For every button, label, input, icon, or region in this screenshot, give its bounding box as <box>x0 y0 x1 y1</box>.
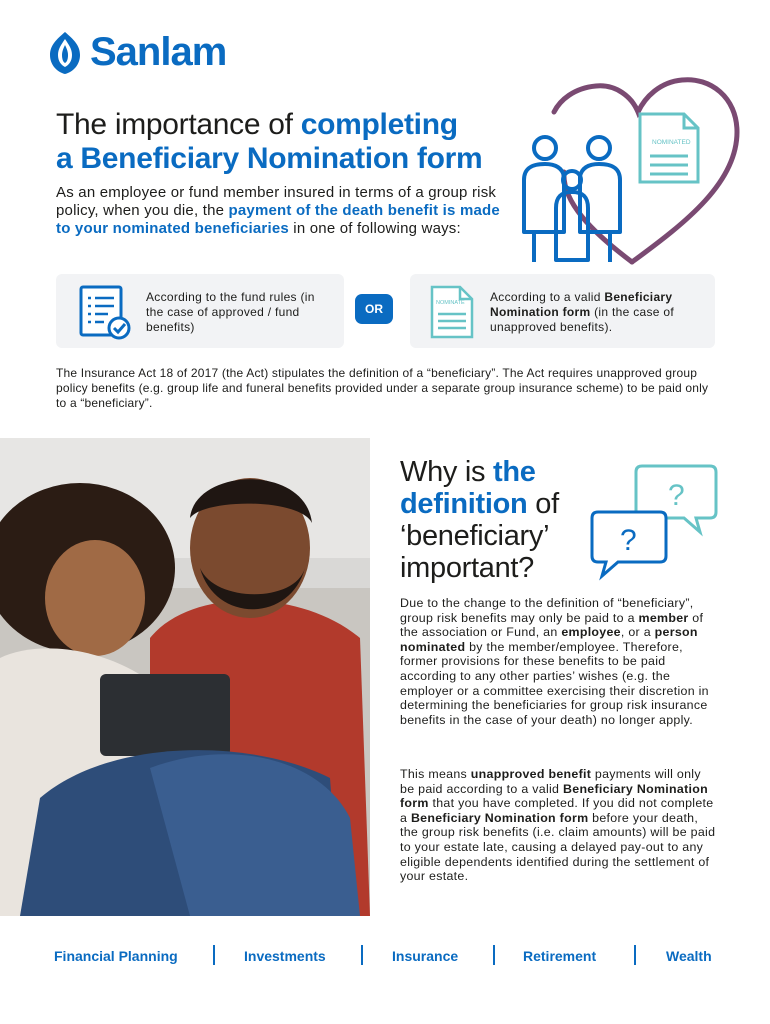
couple-with-tablet-photo <box>0 438 370 916</box>
footer-nav <box>0 948 770 978</box>
logo-wordmark: Sanlam <box>90 30 227 74</box>
question-speech-bubbles-icon <box>590 460 718 582</box>
why-title: Why is the definition of ‘beneficiary’ important? <box>400 456 559 584</box>
option2-text: According to a valid Beneficiary Nomination form (in the case of unapproved benefits). <box>490 290 675 334</box>
footer-divider <box>493 945 495 965</box>
option-card-nomination-form <box>410 274 715 348</box>
checklist-icon <box>78 284 132 340</box>
nominated-doc-label: NOMINATED <box>652 139 691 146</box>
intro-text: As an employee or fund member insured in terms of a group risk policy, when you die, the payment of the death benefit is made to your nominated beneficiaries in one of following ways: <box>56 184 500 237</box>
footer-item-retirement[interactable]: Retirement <box>523 948 597 964</box>
insurance-act-text: The Insurance Act 18 of 2017 (the Act) stipulates the definition of a “beneficiary”. The Act requires unapproved group policy benefits (e.g. group life and funeral benefits provided under a separate group insurance scheme) to be paid only to a “beneficiary”. <box>56 366 709 410</box>
footer-divider <box>213 945 215 965</box>
nominated-document-icon <box>640 114 698 182</box>
question-mark-2: ? <box>620 524 637 557</box>
footer-item-insurance[interactable]: Insurance <box>392 948 459 964</box>
title-part3: a Beneficiary Nomination form <box>56 142 483 175</box>
footer-divider <box>634 945 636 965</box>
nominate-doc-label: NOMINATE <box>436 300 465 306</box>
sanlam-shield-icon <box>46 31 84 75</box>
footer-divider <box>361 945 363 965</box>
option-card-fund-rules <box>56 274 344 348</box>
consequence-paragraph: This means unapproved benefit payments will only be paid according to a valid Beneficiary Nomination form that you have completed. If you did not complete a Beneficiary Nomination form before your death, the group risk benefits (i.e. claim amounts) will be paid to your estate late, causing a delayed pay-out to any eligible dependents identified during the settlement of your estate. <box>400 767 716 884</box>
title-part1: The importance of <box>56 108 301 141</box>
footer-item-investments[interactable]: Investments <box>244 948 326 964</box>
footer-item-financial-planning[interactable]: Financial Planning <box>54 948 178 964</box>
page-title <box>56 108 516 176</box>
option1-text: According to the fund rules (in the case of approved / fund benefits) <box>146 290 315 334</box>
nomination-document-icon <box>428 284 476 340</box>
definition-paragraph: Due to the change to the definition of “beneficiary”, group risk benefits may only be paid to a member of the association or Fund, an employee, or a person nominated by the member/employee. Therefore, former provisions for these benefits to be paid according to any other parties’ wishes (e.g. the employer or a committee exercising their discretion in determining the beneficiaries for group risk insurance benefits in the case of your death) no longer apply. <box>400 596 709 727</box>
or-badge: OR <box>355 294 393 324</box>
family-heart-icon <box>512 72 744 272</box>
footer-item-wealth[interactable]: Wealth <box>666 948 712 964</box>
question-mark-1: ? <box>668 479 685 512</box>
sanlam-logo <box>46 30 226 75</box>
title-part2: completing <box>300 108 458 141</box>
intro-highlight: payment of the death benefit is made to your nominated beneficiaries <box>56 202 500 237</box>
